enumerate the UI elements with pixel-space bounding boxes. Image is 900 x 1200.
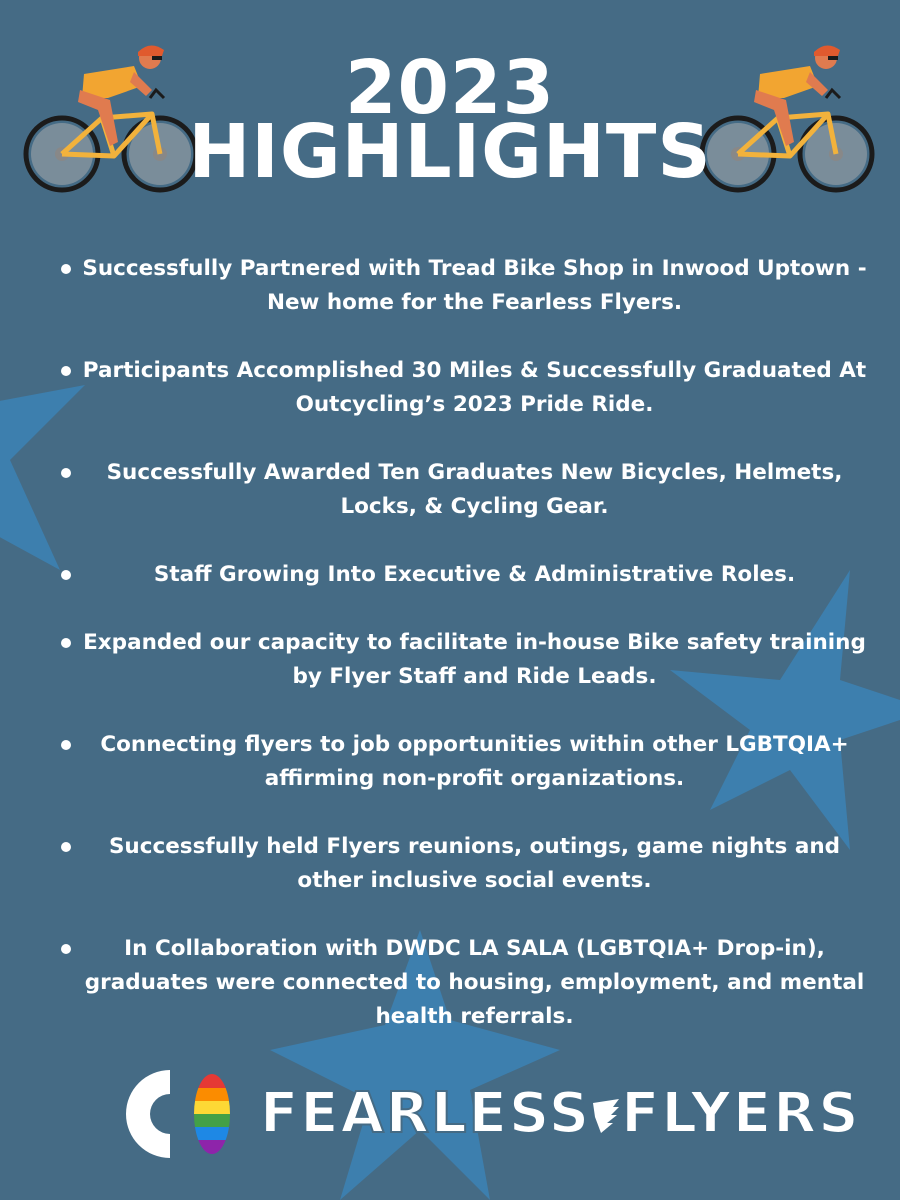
brand-word-flyers: FLYERS	[621, 1081, 861, 1146]
highlight-item: Successfully Partnered with Tread Bike Shop in Inwood Uptown - New home for the Fearless Flyers.	[55, 252, 870, 320]
brand-wordmark	[260, 1082, 861, 1146]
brand-word-fearless: FEARLESS	[260, 1081, 592, 1146]
highlight-item: Expanded our capacity to facilitate in-house Bike safety training by Flyer Staff and Ride Leads.	[55, 626, 870, 694]
title-year: 2023	[345, 45, 555, 131]
highlight-item: Successfully Awarded Ten Graduates New Bicycles, Helmets, Locks, & Cycling Gear.	[55, 456, 870, 524]
highlight-item: In Collaboration with DWDC LA SALA (LGBTQIA+ Drop-in), graduates were connected to housing, employment, and mental health referrals.	[55, 932, 870, 1034]
title-highlights: HIGHLIGHTS	[188, 109, 712, 195]
highlight-item: Participants Accomplished 30 Miles & Successfully Graduated At Outcycling’s 2023 Pride Ride.	[55, 354, 870, 422]
highlight-item: Staff Growing Into Executive & Administrative Roles.	[55, 558, 870, 592]
highlights-list	[55, 252, 870, 1068]
fearless-flyers-logo-icon	[120, 1064, 240, 1164]
highlight-item: Successfully held Flyers reunions, outings, game nights and other inclusive social events.	[55, 830, 870, 898]
wing-icon	[591, 1097, 621, 1137]
brand-footer	[120, 1064, 861, 1164]
highlight-item: Connecting flyers to job opportunities within other LGBTQIA+ affirming non-profit organizations.	[55, 728, 870, 796]
